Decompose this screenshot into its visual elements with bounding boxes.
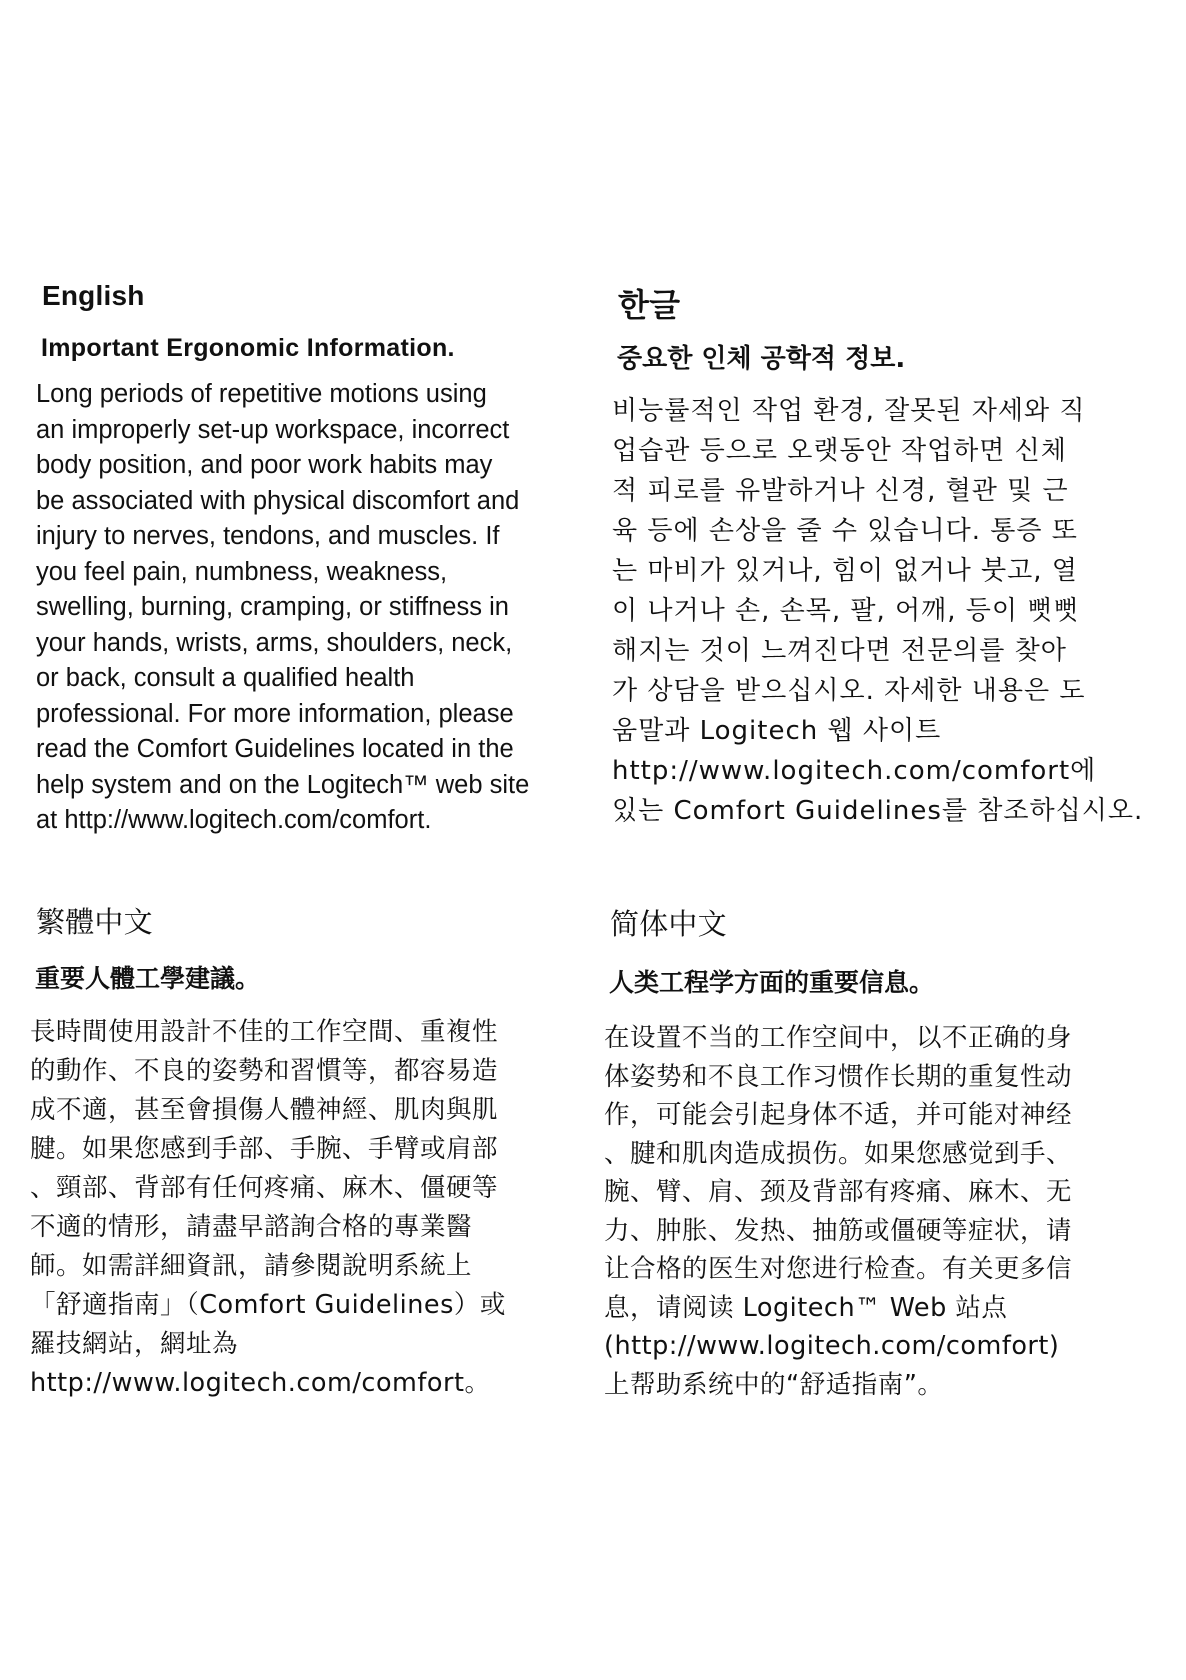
language-title-simplified-chinese: 简体中文 [610, 907, 727, 941]
ergonomic-body-simplified-chinese: 在设置不当的工作空间中，以不正确的身 体姿势和不良工作习惯作长期的重复性动 作，可能会引起身体不适，并可能对神经 、腱和肌肉造成损伤。如果您感觉到手、 腕、臂、肩、颈及背部有疼痛、麻木、无 力、肿胀、发热、抽筋或僵硬等症状，请 让合格的医生对您进行检查。有关更多信 息，请阅读 Logitech™ Web 站点 (http://www.logitech.com/comfort) 上帮助系统中的“舒适指南”。 [604, 1023, 1073, 1400]
ergonomic-body-english: Long periods of repetitive motions using an improperly set-up workspace, incorrect body position, and poor work habits may be associated with physical discomfort and injury to nerves, tendons, and muscles. If you feel pain, numbness, weakness, swelling, burning, cramping, or stiffness in your hands, wrists, arms, shoulders, neck, or back, consult a qualified health professional. For more information, please read the Comfort Guidelines located in the help system and on the Logitech™ web site at http://www.logitech.com/comfort. [36, 380, 530, 834]
traditional-chinese-section [30, 900, 570, 1403]
ergonomic-body-korean: 비능률적인 작업 환경, 잘못된 자세와 직 업습관 등으로 오랫동안 작업하면 신체 적 피로를 유발하거나 신경, 혈관 및 근 육 등에 손상을 줄 수 있습니다. 통증 또 는 마비가 있거나, 힘이 없거나 붓고, 열 이 나거나 손, 손목, 팔, 어깨, 등이 뻣뻣 해지는 것이 느껴진다면 전문의를 찾아 가 상담을 받으십시오. 자세한 내용은 도 움말과 Logitech 웹 사이트 http://www.logitech.com/comfort에 있는 Comfort Guidelines를 참조하십시오. [612, 396, 1144, 826]
language-title-english: English [42, 280, 145, 311]
ergonomic-heading-korean: 중요한 인체 공학적 정보. [617, 344, 906, 374]
ergonomic-heading-traditional-chinese: 重要人體工學建議。 [35, 964, 261, 993]
language-title-traditional-chinese: 繁體中文 [36, 905, 153, 939]
ergonomic-heading-english: Important Ergonomic Information. [41, 334, 455, 362]
ergonomic-heading-simplified-chinese: 人类工程学方面的重要信息。 [609, 968, 935, 997]
simplified-chinese-section [604, 902, 1164, 1404]
ergonomic-body-traditional-chinese: 長時間使用設計不佳的工作空間、重複性 的動作、不良的姿勢和習慣等，都容易造 成不適，甚至會損傷人體神經、肌肉與肌 腱。如果您感到手部、手腕、手臂或肩部 、頸部、背部有任何疼痛、麻木、僵硬等 不適的情形，請盡早諮詢合格的專業醫 師。如需詳細資訊，請參閱說明系統上 「舒適指南」（Comfort Guidelines）或 羅技網站，網址為 http://www.logitech.com/comfort。 [30, 1017, 506, 1398]
language-title-korean: 한글 [618, 286, 681, 324]
english-section [36, 280, 576, 839]
korean-section [612, 280, 1172, 831]
